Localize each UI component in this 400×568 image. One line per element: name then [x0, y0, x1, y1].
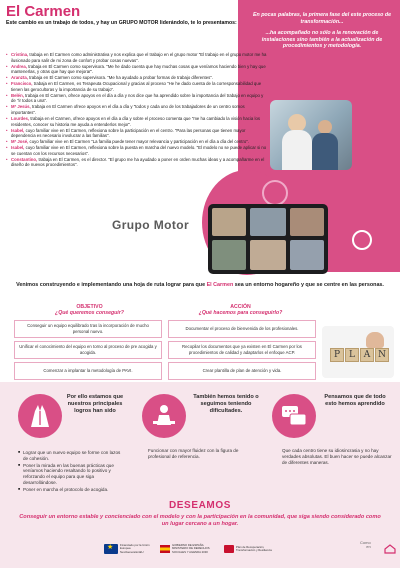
proud-title: Por ello estamos que nuestros principales logros han sido: [66, 394, 124, 414]
member-text: cuyo familiar vive en El Carmen, reflexiona sobre la participación en el centro. "Para las personas que tienen mayor dependencia es necesario involucrar a las familias".: [11, 127, 246, 139]
learned-text: Que cada centro tiene su idiosincrasia y no hay verdades absolutas. El buen hacer se puede alcanzar de diferentes maneras.: [282, 448, 392, 465]
member-name: Aranzta,: [11, 75, 28, 81]
member-text: trabaja en El Carmen, es el director. "El grupo me ha ayudado a poner en orden muchas ideas y a acompañarme en el diseño de nuevos procedimientos".: [11, 156, 265, 168]
hand-illustration: [366, 332, 384, 348]
objetivo-cell: Conseguir un equipo equilibrado tras la incorporación de mucho personal nuevo.: [14, 320, 162, 338]
member-item: [6, 64, 268, 75]
eu-logo-text: Financiado por la Unión Europea NextGenerationEU: [120, 543, 150, 554]
objetivo-cell: Unificar el conocimiento del equipo en torno al proceso de pre acogida y acogida.: [14, 341, 162, 359]
chat-icon: [272, 394, 316, 438]
member-item: [6, 157, 268, 168]
plan-block: L: [345, 348, 359, 362]
difficulties-title: También hemos tenido o seguimos teniendo dificultades.: [193, 394, 259, 414]
learned-title: Pensamos que de todo esto hemos aprendido: [324, 394, 386, 407]
collage-photo: [212, 208, 246, 236]
member-text: trabaja en El Carmen ofrece apoyos en el día a día y "todos y cada uno de los trabajadores de un centro somos importantes".: [11, 104, 245, 115]
achievement-item: ■ Poner en marcha el protocolo de acogida.: [18, 487, 126, 493]
member-text: trabaja en El Carmen como supervisora. "Me ha ayudado a probar formas de trabajo diferentes".: [27, 75, 214, 81]
member-text: cuyo familiar vive en El Carmen "La familia puede tener mayor relevancia y participación en el día a día del centro".: [28, 139, 249, 145]
final-statement: Conseguir un entorno estable y concienciado con el modelo y con la participación en la comunidad, que siga siendo considerado como un lugar cercano a un hogar.: [19, 514, 381, 527]
sidebar-summary: [252, 12, 392, 55]
member-text: trabaja en El Carmen como administrativa y nos explica que el trabajo en el grupo motor "El trabajo en el grupo motor me ha ilusionado para salir de mi zona de confort y probar cosas nuevas".: [11, 52, 267, 63]
sidebar-line-1: En pocas palabras, la primera fase del este proceso de transformación...: [252, 12, 392, 25]
member-item: [6, 81, 268, 92]
member-item: [6, 139, 268, 145]
collage-photo: [290, 240, 324, 270]
objetivo-cell: Comenzar a implantar la metodología de PAVI.: [14, 362, 162, 380]
member-name: Andrea,: [11, 63, 27, 69]
member-text: trabaja en El Carmen como supervisora. "Me he dado cuenta que hay muchas cosas que veníamos haciendo bien y hay que mantenerlas, y otras que hay que mejorar".: [11, 63, 266, 75]
member-item: [6, 104, 268, 115]
member-name: Mª José,: [11, 139, 29, 145]
photo-person-body: [312, 133, 338, 170]
logo-text: Como: [360, 540, 371, 545]
members-list: [6, 52, 268, 169]
photo-person-head: [318, 120, 332, 134]
collage-photo: [250, 240, 286, 270]
accion-cell: Crear plantilla de plan de atención y vida.: [168, 362, 316, 380]
collage-photo: [250, 208, 286, 236]
table-header: [14, 304, 316, 317]
logo-text: en: [366, 544, 371, 550]
member-name: Lourdes,: [11, 116, 30, 122]
table-row: [14, 362, 316, 380]
mission-text: sea un entorno hogareño y que se centre en las personas.: [233, 282, 384, 288]
collage-photo: [212, 240, 246, 270]
house-icon: [384, 544, 396, 554]
plan-block: P: [330, 348, 344, 362]
high-five-icon: [18, 394, 62, 438]
column-title: ACCIÓN: [230, 304, 251, 310]
plan-block: A: [360, 348, 374, 362]
member-text: trabaja en El Carmen, ofrece apoyos en el día a día y nos dice que ha aprendido sobre la importancia del trabajo en equipo y de "ir todos a una".: [11, 92, 264, 104]
accion-cell: Recopilar los documentos que ya existen en El Carmen por los procedimientos de calidad y adaptarlos el enfoque ACP.: [168, 341, 316, 359]
accion-cell: Documentar el proceso de bienvenida de los profesionales.: [168, 320, 316, 338]
deseamos-heading: DESEAMOS: [168, 500, 232, 511]
member-item: [6, 145, 268, 156]
member-name: Constantino,: [11, 156, 38, 162]
difficulty-icon: [142, 394, 186, 438]
table-row: [14, 341, 316, 359]
decorative-ring: [262, 180, 288, 206]
member-text: trabaja en El Carmen, es Terapeuta Ocupacional y gracias al proceso "He he dado cuenta de la corresponsabilidad que tienen las gerocultoras y la importancia de su trabajo".: [11, 81, 262, 92]
grupo-motor-heading: Grupo Motor: [112, 218, 190, 232]
bottom-section: [0, 382, 400, 568]
sidebar-line-2: ...ha acompañado no sólo a la renovación de instalaciones sino también a la actualización de procedimientos y metodología.: [261, 30, 383, 50]
photo-person-body: [282, 130, 312, 170]
member-item: [6, 128, 268, 139]
eu-flag-icon: [104, 544, 118, 554]
team-photo: [270, 100, 352, 170]
mission-text: Venimos construyendo e implementando una hoja de ruta lograr para que: [16, 282, 207, 288]
member-name: Mª Jesús,: [11, 104, 31, 110]
mission-statement: [10, 282, 390, 289]
table-header-accion: [165, 304, 316, 317]
table-row: [14, 320, 316, 338]
collage-photo: [290, 208, 324, 236]
table-header-objetivo: [14, 304, 165, 317]
member-text: cuyo familiar vive en El Carmen, reflexiona sobre la puesta en marcha del nuevo modelo. "El modelo no se puede aplicar si no se cuentan con los recursos necesarios".: [11, 145, 267, 156]
difficulties-text: Funcionar con mayor fluidez con la figura de profesional de referencia.: [148, 448, 239, 459]
column-subtitle: ¿Qué hacemos para conseguirlo?: [198, 310, 283, 317]
intro-text: Este cambio es un trabajo de todos, y hay un GRUPO MOTOR liderándolo, te lo presentamos:: [6, 20, 237, 26]
member-name: Francisco,: [11, 81, 33, 87]
top-section: [0, 0, 400, 282]
achievement-item: ■ Lograr que un nuevo equipo se forme con lazos de cohesión.: [18, 450, 126, 462]
member-name: Isabel,: [11, 145, 25, 151]
member-name: Cristina,: [11, 52, 29, 57]
prtr-logo-text: Plan de Recuperación, Transformación y Resiliencia: [236, 544, 272, 552]
member-item: [6, 93, 268, 104]
sponsor-logos: [104, 543, 304, 555]
como-en-casa-logo: [360, 541, 371, 550]
column-subtitle: ¿Qué queremos conseguir?: [55, 310, 124, 317]
achievements-list: [18, 450, 126, 494]
plan-blocks-image: [322, 326, 394, 378]
member-item: [6, 75, 268, 81]
prtr-logo-icon: [224, 545, 234, 553]
decorative-ring: [352, 230, 372, 250]
member-name: Belén,: [11, 92, 24, 98]
page-title: El Carmen: [6, 3, 81, 20]
gobierno-logo-text: GOBIERNO DE ESPAÑA MINISTERIO DE DERECHOS SOCIALES Y AGENDA 2030: [172, 543, 210, 554]
member-text: trabaja en el Carmen, ofrece apoyos en el día a día y sobre el proceso comenta que "me ha cambiado la visión hacia los residentes, conocer su historia me ayuda a entenderlos mejor".: [11, 116, 260, 127]
member-item: [6, 116, 268, 127]
plan-block: N: [375, 348, 389, 362]
member-name: Isabel,: [11, 127, 25, 133]
photo-collage: [208, 204, 328, 274]
spain-flag-icon: [160, 545, 170, 553]
column-title: OBJETIVO: [76, 304, 103, 310]
mission-highlight: El Carmen: [206, 282, 234, 288]
member-item: [6, 52, 268, 63]
achievement-item: ■ Poner la mirada en las buenas prácticas que veníamos haciendo resaltando lo positivo y reforzando el equipo para que siga desarrollándose.: [18, 463, 126, 486]
